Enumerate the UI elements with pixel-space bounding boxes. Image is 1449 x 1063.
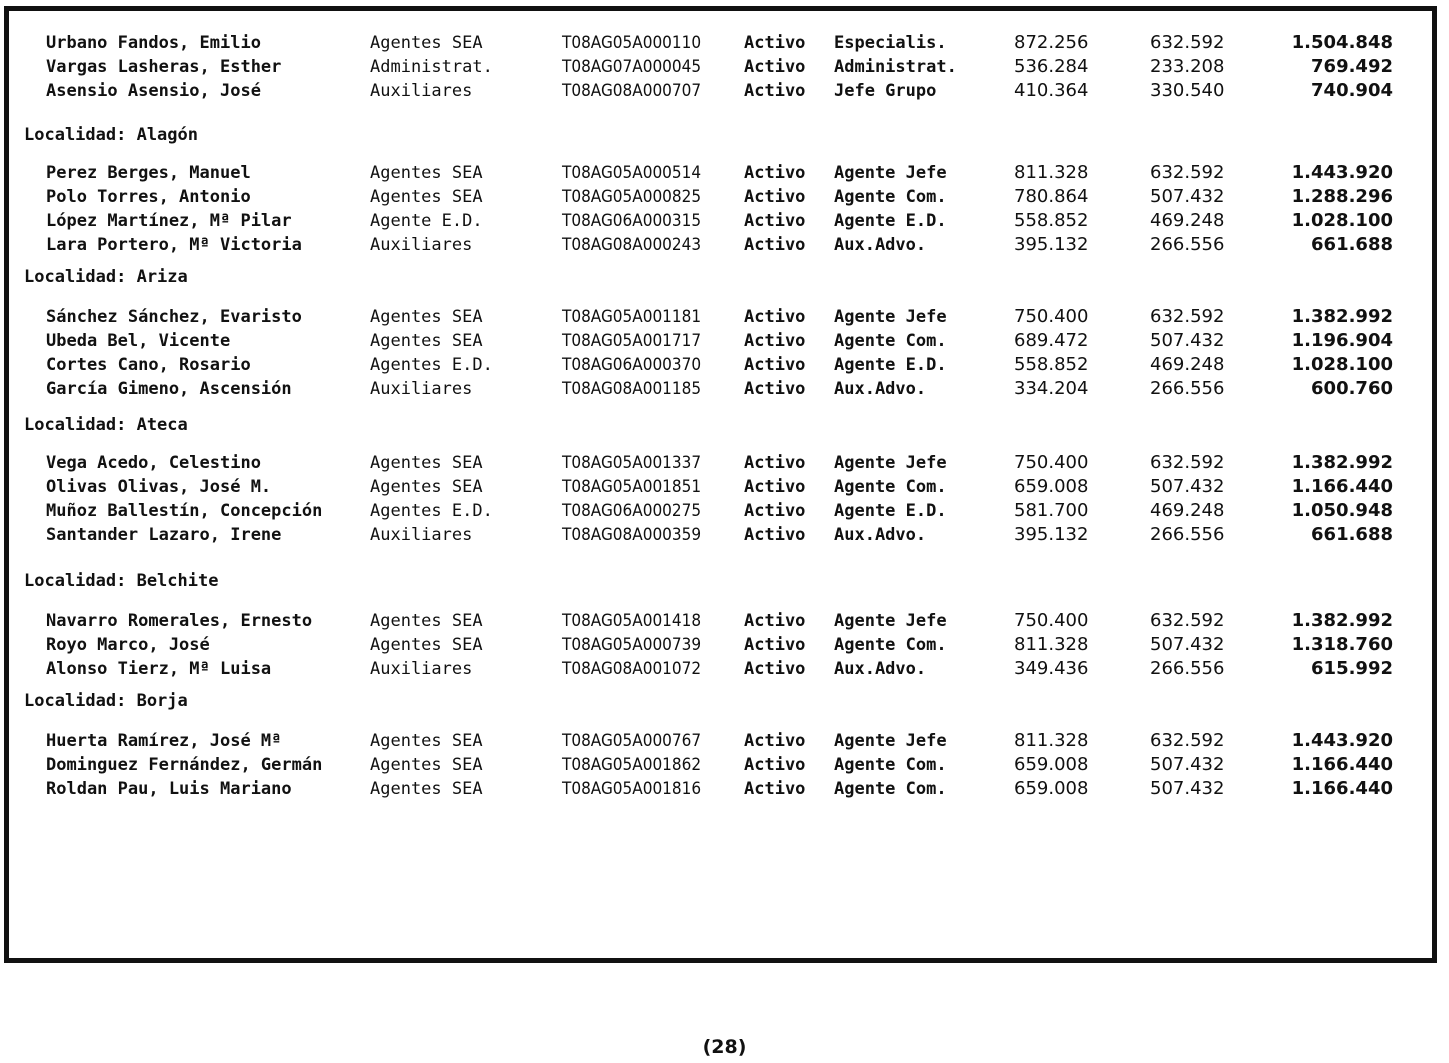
cell-v2: 632.592 xyxy=(1150,32,1225,53)
cell-category: Agentes SEA xyxy=(370,635,483,655)
cell-status: Activo xyxy=(744,163,806,183)
cell-total: 740.904 xyxy=(1311,80,1393,101)
locality-heading: Localidad: Belchite xyxy=(24,571,219,591)
cell-category: Agentes SEA xyxy=(370,731,483,751)
table-row xyxy=(0,186,1449,208)
cell-code: T08AG05A000739 xyxy=(562,635,702,655)
table-row xyxy=(0,234,1449,256)
cell-v2: 266.556 xyxy=(1150,378,1225,399)
table-row xyxy=(0,210,1449,232)
cell-code: T08AG05A000825 xyxy=(562,187,702,207)
cell-code: T08AG05A001816 xyxy=(562,779,702,799)
cell-code: T08AG05A001337 xyxy=(562,453,702,473)
cell-v2: 469.248 xyxy=(1150,210,1225,231)
cell-code: T08AG08A001072 xyxy=(562,659,702,679)
cell-position: Agente E.D. xyxy=(834,355,947,375)
cell-v2: 266.556 xyxy=(1150,658,1225,679)
table-row xyxy=(0,452,1449,474)
cell-position: Agente Com. xyxy=(834,635,947,655)
cell-v1: 689.472 xyxy=(1014,330,1089,351)
cell-position: Agente Jefe xyxy=(834,611,947,631)
cell-total: 1.028.100 xyxy=(1291,210,1393,231)
cell-status: Activo xyxy=(744,525,806,545)
table-row xyxy=(0,754,1449,776)
cell-code: T08AG08A000243 xyxy=(562,235,702,255)
locality-heading: Localidad: Ateca xyxy=(24,415,188,435)
cell-name: Navarro Romerales, Ernesto xyxy=(46,611,313,631)
cell-status: Activo xyxy=(744,355,806,375)
cell-status: Activo xyxy=(744,635,806,655)
cell-category: Agentes SEA xyxy=(370,755,483,775)
cell-status: Activo xyxy=(744,379,806,399)
cell-position: Agente Com. xyxy=(834,187,947,207)
cell-total: 1.382.992 xyxy=(1291,610,1393,631)
cell-status: Activo xyxy=(744,307,806,327)
cell-v2: 632.592 xyxy=(1150,610,1225,631)
table-row xyxy=(0,610,1449,632)
cell-position: Agente Jefe xyxy=(834,163,947,183)
cell-code: T08AG05A000514 xyxy=(562,163,702,183)
cell-code: T08AG08A000359 xyxy=(562,525,702,545)
cell-category: Auxiliares xyxy=(370,659,473,679)
cell-category: Administrat. xyxy=(370,57,493,77)
locality-heading: Localidad: Alagón xyxy=(24,125,198,145)
cell-position: Agente E.D. xyxy=(834,211,947,231)
cell-name: Royo Marco, José xyxy=(46,635,210,655)
cell-name: Dominguez Fernández, Germán xyxy=(46,755,323,775)
cell-v1: 659.008 xyxy=(1014,476,1089,497)
table-row xyxy=(0,634,1449,656)
cell-code: T08AG06A000275 xyxy=(562,501,702,521)
cell-v2: 266.556 xyxy=(1150,524,1225,545)
cell-total: 1.382.992 xyxy=(1291,452,1393,473)
cell-code: T08AG05A000767 xyxy=(562,731,702,751)
cell-code: T08AG05A000110 xyxy=(562,33,702,53)
cell-position: Agente Com. xyxy=(834,331,947,351)
table-row xyxy=(0,476,1449,498)
cell-category: Agentes SEA xyxy=(370,33,483,53)
cell-status: Activo xyxy=(744,235,806,255)
cell-v2: 507.432 xyxy=(1150,330,1225,351)
cell-v2: 507.432 xyxy=(1150,634,1225,655)
cell-name: Huerta Ramírez, José Mª xyxy=(46,731,282,751)
cell-position: Agente Jefe xyxy=(834,453,947,473)
cell-total: 769.492 xyxy=(1311,56,1393,77)
cell-position: Agente Com. xyxy=(834,755,947,775)
cell-status: Activo xyxy=(744,211,806,231)
cell-total: 1.166.440 xyxy=(1291,476,1393,497)
cell-v2: 507.432 xyxy=(1150,476,1225,497)
cell-category: Agentes SEA xyxy=(370,307,483,327)
cell-category: Auxiliares xyxy=(370,525,473,545)
cell-position: Agente Jefe xyxy=(834,731,947,751)
cell-v2: 469.248 xyxy=(1150,500,1225,521)
cell-v2: 233.208 xyxy=(1150,56,1225,77)
cell-status: Activo xyxy=(744,57,806,77)
table-row xyxy=(0,56,1449,78)
table-row xyxy=(0,378,1449,400)
cell-status: Activo xyxy=(744,779,806,799)
cell-position: Jefe Grupo xyxy=(834,81,937,101)
table-row xyxy=(0,162,1449,184)
cell-total: 1.504.848 xyxy=(1291,32,1393,53)
cell-total: 661.688 xyxy=(1311,234,1393,255)
cell-status: Activo xyxy=(744,501,806,521)
cell-name: Polo Torres, Antonio xyxy=(46,187,251,207)
cell-name: Perez Berges, Manuel xyxy=(46,163,251,183)
table-row xyxy=(0,32,1449,54)
cell-v2: 330.540 xyxy=(1150,80,1225,101)
cell-v1: 536.284 xyxy=(1014,56,1089,77)
cell-v1: 811.328 xyxy=(1014,634,1089,655)
cell-code: T08AG05A001418 xyxy=(562,611,702,631)
cell-category: Agentes SEA xyxy=(370,453,483,473)
cell-category: Auxiliares xyxy=(370,81,473,101)
cell-v2: 632.592 xyxy=(1150,162,1225,183)
cell-v1: 410.364 xyxy=(1014,80,1089,101)
cell-position: Aux.Advo. xyxy=(834,525,927,545)
cell-v2: 469.248 xyxy=(1150,354,1225,375)
cell-position: Agente Com. xyxy=(834,779,947,799)
cell-code: T08AG05A001862 xyxy=(562,755,702,775)
cell-status: Activo xyxy=(744,453,806,473)
cell-total: 615.992 xyxy=(1311,658,1393,679)
cell-total: 1.318.760 xyxy=(1291,634,1393,655)
cell-category: Auxiliares xyxy=(370,235,473,255)
table-row xyxy=(0,500,1449,522)
cell-v1: 750.400 xyxy=(1014,452,1089,473)
table-row xyxy=(0,354,1449,376)
cell-code: T08AG08A000707 xyxy=(562,81,702,101)
cell-category: Agentes SEA xyxy=(370,477,483,497)
cell-name: Vargas Lasheras, Esther xyxy=(46,57,282,77)
cell-v1: 395.132 xyxy=(1014,234,1089,255)
cell-v1: 811.328 xyxy=(1014,730,1089,751)
cell-category: Auxiliares xyxy=(370,379,473,399)
cell-total: 1.166.440 xyxy=(1291,754,1393,775)
cell-status: Activo xyxy=(744,659,806,679)
cell-total: 1.443.920 xyxy=(1291,162,1393,183)
cell-position: Agente E.D. xyxy=(834,501,947,521)
cell-status: Activo xyxy=(744,731,806,751)
cell-position: Administrat. xyxy=(834,57,957,77)
cell-name: Roldan Pau, Luis Mariano xyxy=(46,779,292,799)
cell-status: Activo xyxy=(744,611,806,631)
cell-name: Urbano Fandos, Emilio xyxy=(46,33,261,53)
table-row xyxy=(0,306,1449,328)
cell-code: T08AG05A001717 xyxy=(562,331,702,351)
cell-v1: 659.008 xyxy=(1014,754,1089,775)
cell-name: Asensio Asensio, José xyxy=(46,81,261,101)
cell-v1: 558.852 xyxy=(1014,354,1089,375)
cell-category: Agente E.D. xyxy=(370,211,483,231)
cell-total: 1.382.992 xyxy=(1291,306,1393,327)
cell-position: Aux.Advo. xyxy=(834,659,927,679)
cell-status: Activo xyxy=(744,187,806,207)
table-row xyxy=(0,730,1449,752)
cell-category: Agentes SEA xyxy=(370,779,483,799)
cell-code: T08AG05A001851 xyxy=(562,477,702,497)
cell-category: Agentes SEA xyxy=(370,331,483,351)
cell-name: Santander Lazaro, Irene xyxy=(46,525,282,545)
page-number: (28) xyxy=(702,1036,747,1058)
cell-total: 1.050.948 xyxy=(1291,500,1393,521)
table-row xyxy=(0,778,1449,800)
cell-status: Activo xyxy=(744,477,806,497)
cell-v2: 507.432 xyxy=(1150,754,1225,775)
cell-position: Aux.Advo. xyxy=(834,379,927,399)
cell-v1: 780.864 xyxy=(1014,186,1089,207)
cell-code: T08AG05A001181 xyxy=(562,307,702,327)
cell-code: T08AG07A000045 xyxy=(562,57,702,77)
table-row xyxy=(0,80,1449,102)
cell-name: Sánchez Sánchez, Evaristo xyxy=(46,307,302,327)
cell-name: Alonso Tierz, Mª Luisa xyxy=(46,659,272,679)
cell-code: T08AG06A000315 xyxy=(562,211,702,231)
cell-status: Activo xyxy=(744,331,806,351)
cell-status: Activo xyxy=(744,81,806,101)
cell-category: Agentes SEA xyxy=(370,611,483,631)
cell-total: 600.760 xyxy=(1311,378,1393,399)
cell-v2: 632.592 xyxy=(1150,452,1225,473)
table-row xyxy=(0,524,1449,546)
cell-total: 1.288.296 xyxy=(1291,186,1393,207)
cell-v1: 750.400 xyxy=(1014,306,1089,327)
cell-v1: 811.328 xyxy=(1014,162,1089,183)
cell-category: Agentes E.D. xyxy=(370,501,493,521)
cell-v2: 507.432 xyxy=(1150,778,1225,799)
cell-name: Muñoz Ballestín, Concepción xyxy=(46,501,323,521)
cell-v1: 750.400 xyxy=(1014,610,1089,631)
cell-total: 661.688 xyxy=(1311,524,1393,545)
cell-v2: 507.432 xyxy=(1150,186,1225,207)
cell-v1: 349.436 xyxy=(1014,658,1089,679)
cell-status: Activo xyxy=(744,755,806,775)
cell-v1: 581.700 xyxy=(1014,500,1089,521)
locality-heading: Localidad: Ariza xyxy=(24,267,188,287)
cell-category: Agentes SEA xyxy=(370,187,483,207)
cell-total: 1.028.100 xyxy=(1291,354,1393,375)
cell-v2: 632.592 xyxy=(1150,306,1225,327)
cell-total: 1.166.440 xyxy=(1291,778,1393,799)
cell-name: López Martínez, Mª Pilar xyxy=(46,211,292,231)
cell-v1: 334.204 xyxy=(1014,378,1089,399)
locality-heading: Localidad: Borja xyxy=(24,691,188,711)
cell-position: Aux.Advo. xyxy=(834,235,927,255)
cell-total: 1.196.904 xyxy=(1291,330,1393,351)
table-row xyxy=(0,330,1449,352)
cell-category: Agentes E.D. xyxy=(370,355,493,375)
cell-name: García Gimeno, Ascensión xyxy=(46,379,292,399)
cell-status: Activo xyxy=(744,33,806,53)
cell-v2: 632.592 xyxy=(1150,730,1225,751)
cell-v1: 659.008 xyxy=(1014,778,1089,799)
cell-v1: 558.852 xyxy=(1014,210,1089,231)
table-row xyxy=(0,658,1449,680)
cell-v1: 872.256 xyxy=(1014,32,1089,53)
cell-position: Agente Com. xyxy=(834,477,947,497)
cell-position: Especialis. xyxy=(834,33,947,53)
cell-name: Vega Acedo, Celestino xyxy=(46,453,261,473)
cell-v1: 395.132 xyxy=(1014,524,1089,545)
cell-name: Cortes Cano, Rosario xyxy=(46,355,251,375)
cell-name: Ubeda Bel, Vicente xyxy=(46,331,231,351)
cell-code: T08AG06A000370 xyxy=(562,355,702,375)
cell-category: Agentes SEA xyxy=(370,163,483,183)
cell-v2: 266.556 xyxy=(1150,234,1225,255)
cell-name: Lara Portero, Mª Victoria xyxy=(46,235,302,255)
cell-name: Olivas Olivas, José M. xyxy=(46,477,272,497)
cell-code: T08AG08A001185 xyxy=(562,379,702,399)
cell-position: Agente Jefe xyxy=(834,307,947,327)
cell-total: 1.443.920 xyxy=(1291,730,1393,751)
